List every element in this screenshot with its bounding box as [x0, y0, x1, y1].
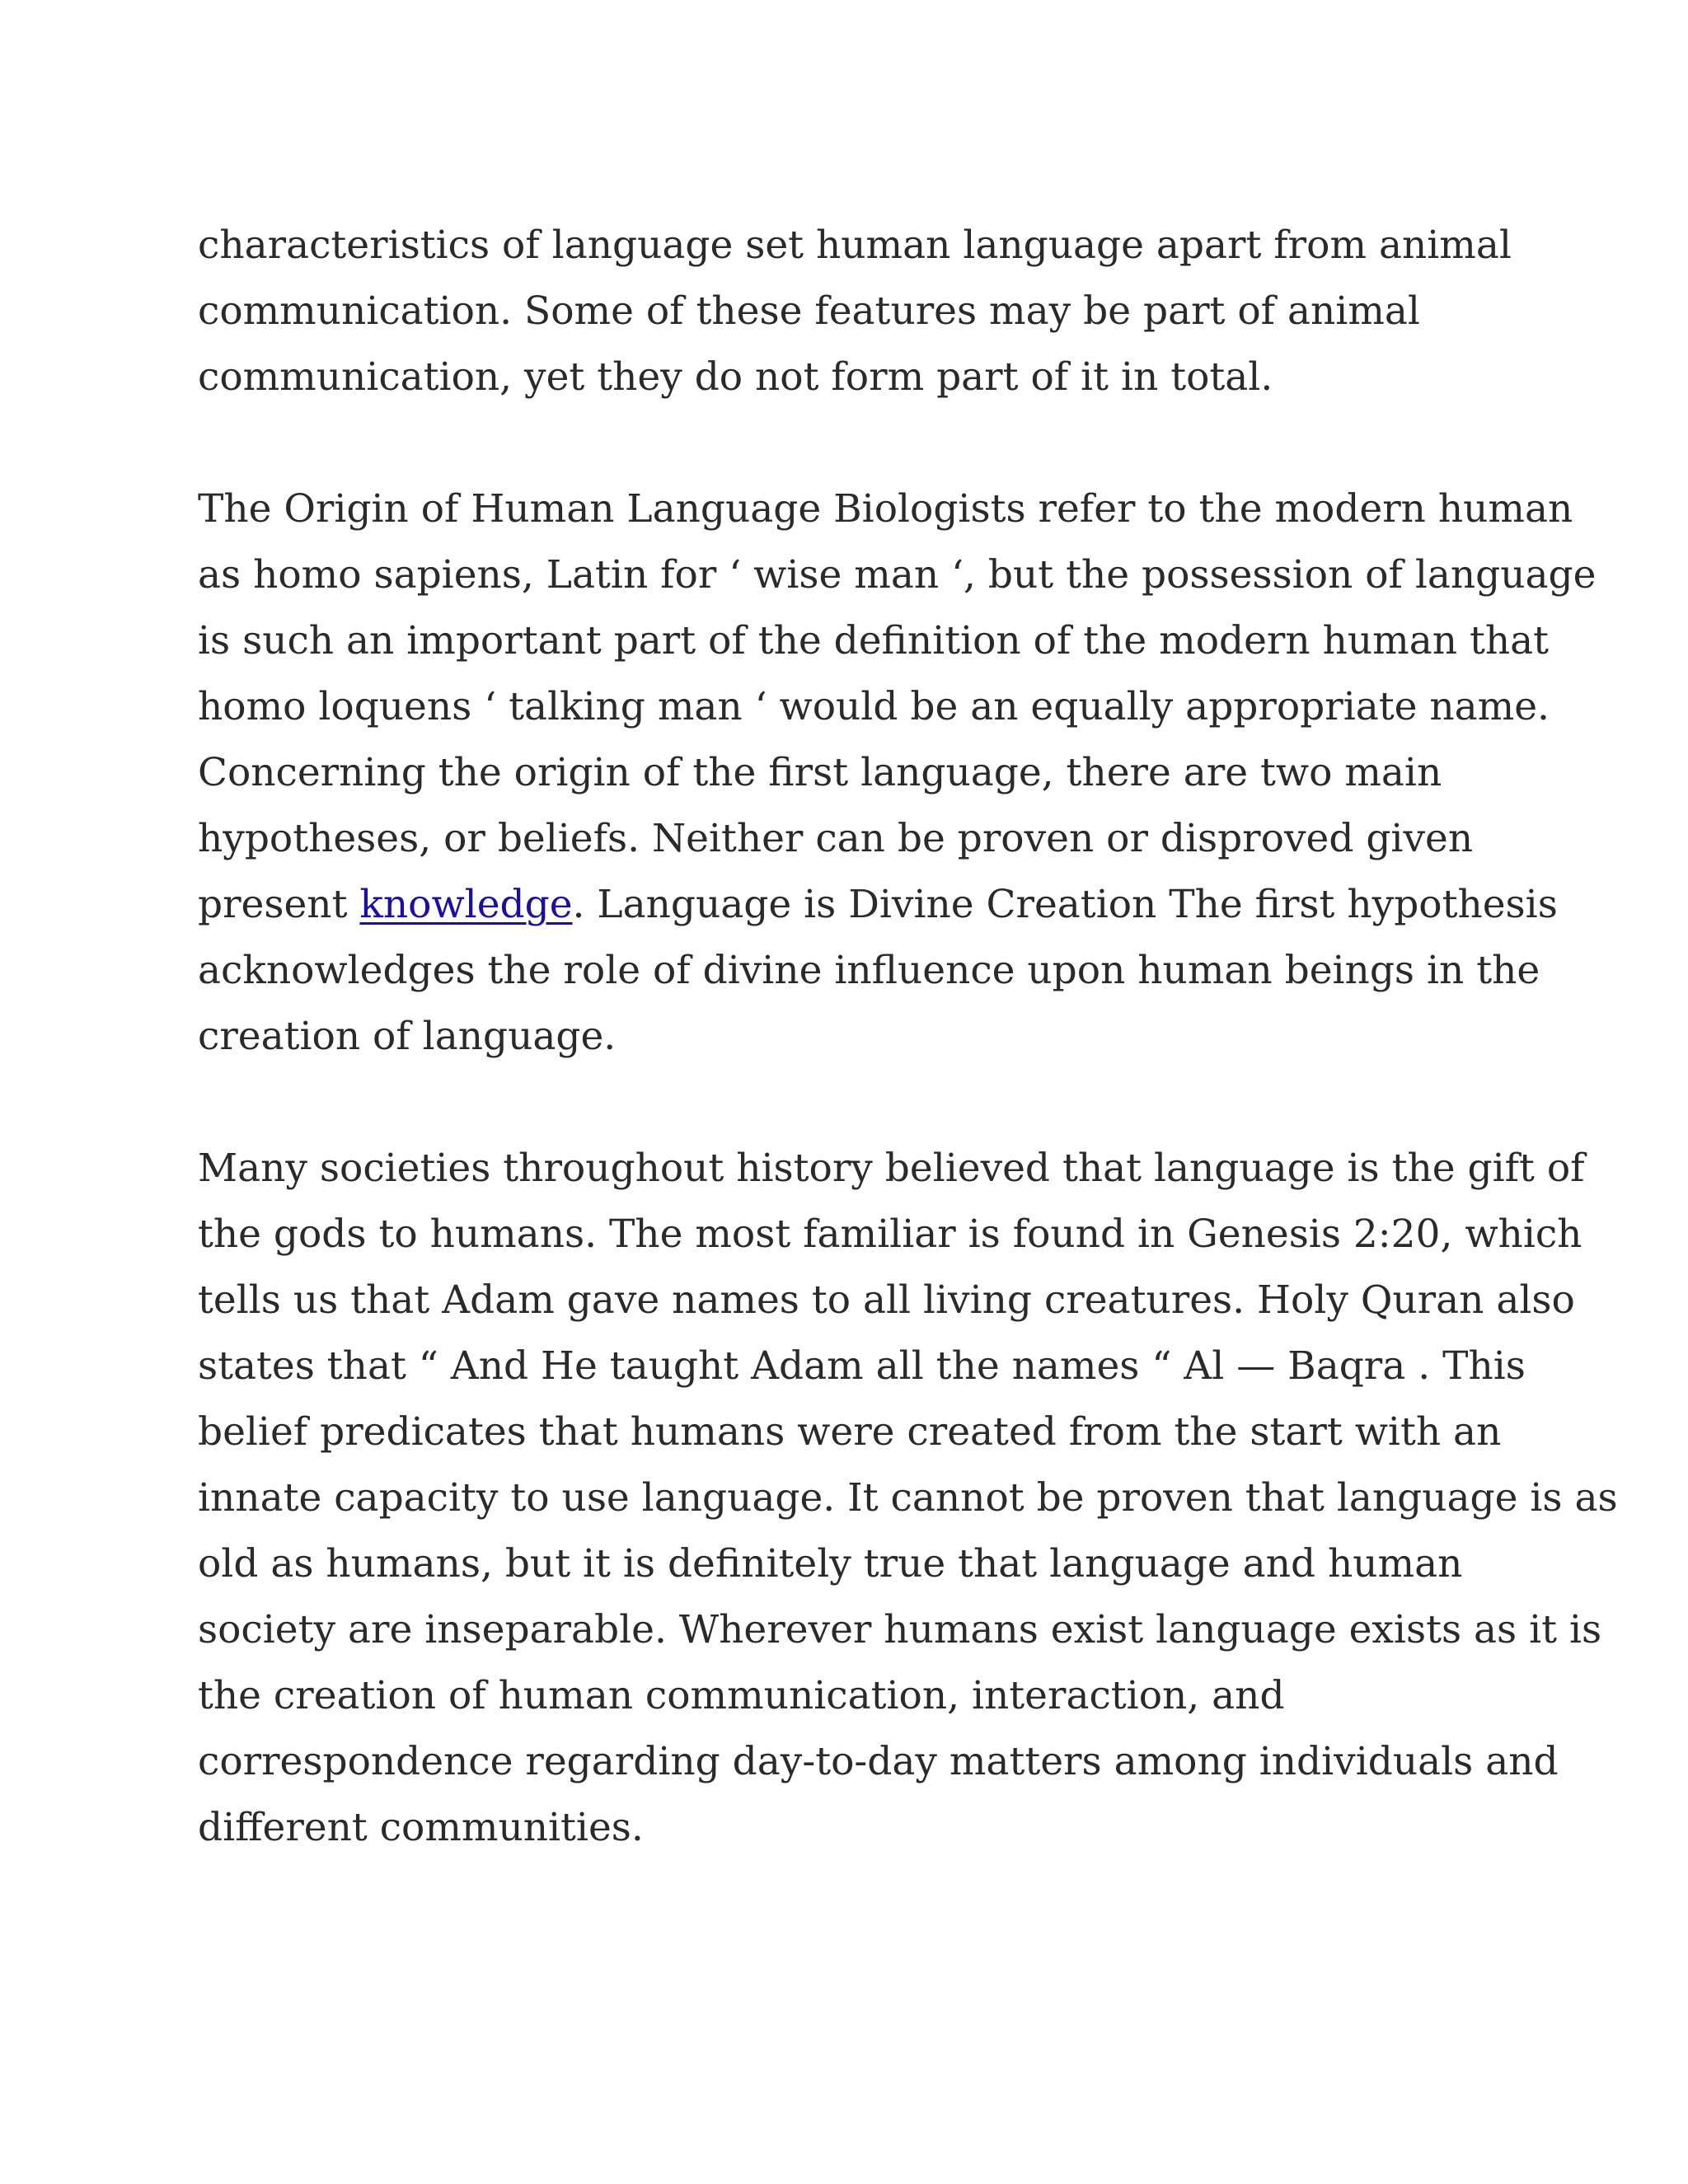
- text-line: is such an important part of the definition of the modern human that: [198, 618, 1550, 663]
- text-line: old as humans, but it is definitely true that language and human: [198, 1541, 1463, 1586]
- text-line: belief predicates that humans were created from the start with an: [198, 1409, 1502, 1455]
- paragraph-spacer: [198, 410, 1500, 476]
- text-line: homo loquens ‘ talking man ‘ would be an equally appropriate name.: [198, 684, 1550, 729]
- text-line: correspondence regarding day-to-day matters among individuals and: [198, 1739, 1559, 1784]
- link-prefix-text: present: [198, 882, 360, 927]
- text-line: society are inseparable. Wherever humans exist language exists as it is: [198, 1607, 1602, 1652]
- paragraph-spacer: [198, 1070, 1500, 1136]
- link-suffix-text: . Language is Divine Creation The first hypothesis: [572, 882, 1558, 927]
- text-line: the gods to humans. The most familiar is found in Genesis 2:20, which: [198, 1212, 1582, 1257]
- text-line: characteristics of language set human language apart from animal: [198, 223, 1512, 268]
- text-line: hypotheses, or beliefs. Neither can be proven or disproved given: [198, 816, 1474, 861]
- text-line: different communities.: [198, 1805, 644, 1850]
- text-line: Concerning the origin of the first language, there are two main: [198, 750, 1442, 795]
- text-line: Many societies throughout history believed that language is the gift of: [198, 1146, 1585, 1191]
- text-line: The Origin of Human Language Biologists refer to the modern human: [198, 486, 1573, 532]
- text-line: the creation of human communication, interaction, and: [198, 1673, 1285, 1718]
- text-line: tells us that Adam gave names to all living creatures. Holy Quran also: [198, 1277, 1575, 1323]
- article-body: [198, 213, 1618, 1861]
- paragraph-1: [198, 213, 1512, 410]
- text-line: states that “ And He taught Adam all the names “ Al — Baqra . This: [198, 1343, 1526, 1389]
- paragraph-2: [198, 476, 1597, 1070]
- text-line: acknowledges the role of divine influence upon human beings in the: [198, 948, 1540, 993]
- text-line: communication, yet they do not form part of it in total.: [198, 354, 1273, 400]
- text-line-with-link: [198, 872, 1558, 938]
- text-line: creation of language.: [198, 1014, 617, 1059]
- knowledge-link[interactable]: knowledge: [359, 882, 573, 927]
- text-line: as homo sapiens, Latin for ‘ wise man ‘, but the possession of language: [198, 552, 1597, 598]
- text-line: innate capacity to use language. It cannot be proven that language is as: [198, 1475, 1618, 1521]
- paragraph-3: [198, 1136, 1618, 1861]
- text-line: communication. Some of these features may be part of animal: [198, 288, 1420, 334]
